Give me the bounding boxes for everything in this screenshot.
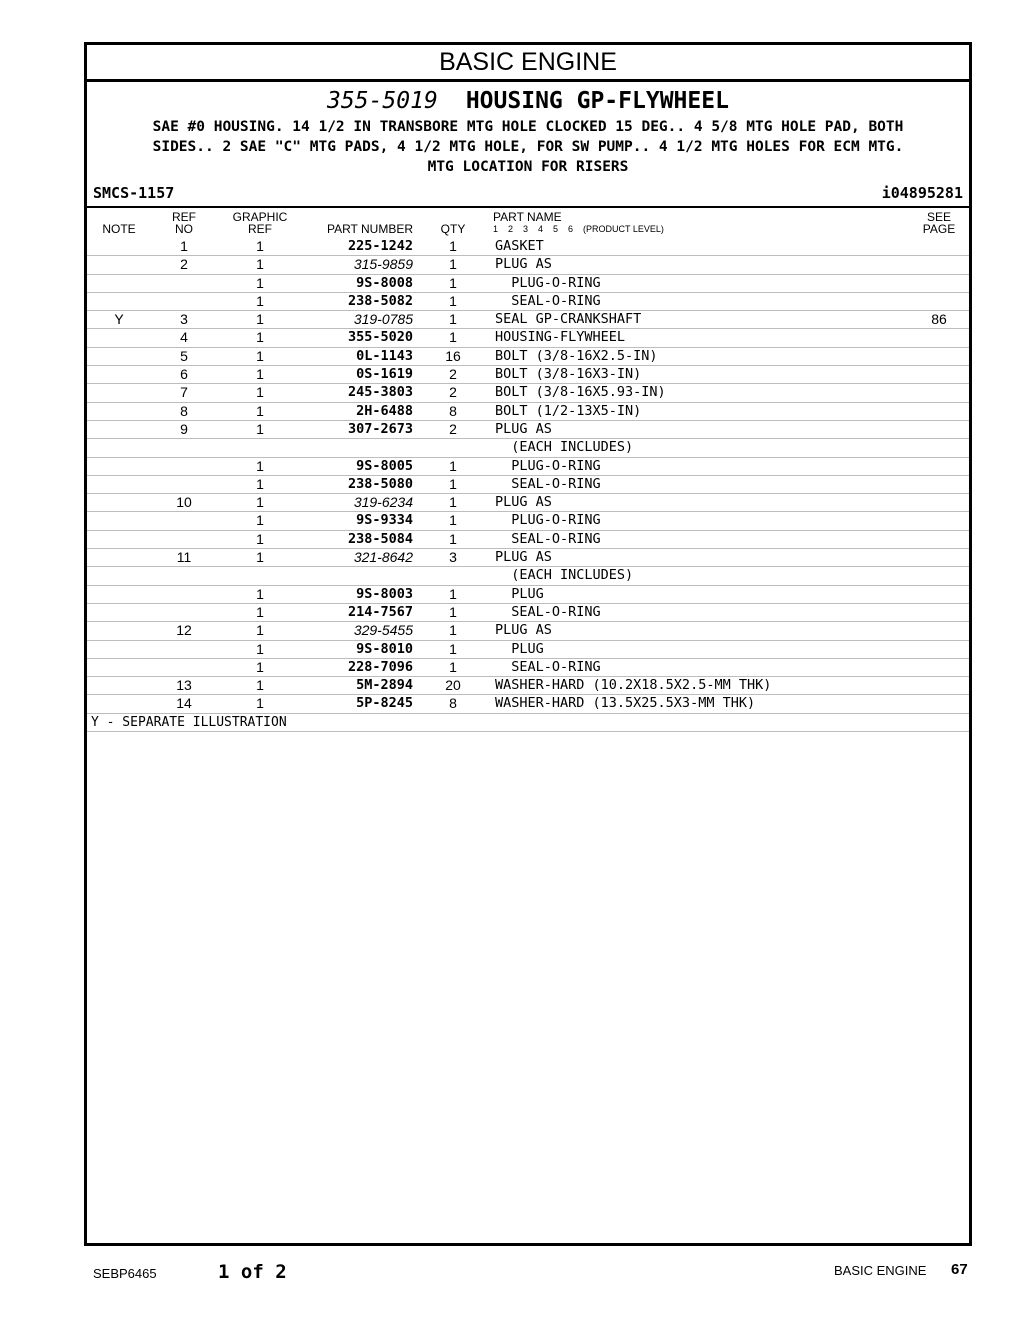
part-name-cell: PLUG — [495, 640, 544, 657]
col-header-note: NOTE — [102, 222, 136, 236]
ref-no-cell: 3 — [180, 311, 188, 328]
part-name-cell: BOLT (3/8-16X2.5-IN) — [495, 347, 658, 364]
table-row — [87, 659, 969, 677]
part-name-cell: PLUG-O-RING — [495, 274, 601, 291]
table-row — [87, 366, 969, 384]
graphic-ref-cell: 1 — [256, 402, 264, 419]
table-row — [87, 329, 969, 347]
part-name-cell: PLUG-O-RING — [495, 512, 601, 529]
graphic-ref-cell: 1 — [256, 530, 264, 547]
col-header-see-bottom: PAGE — [922, 222, 956, 236]
table-row — [87, 494, 969, 512]
qty-cell: 1 — [449, 658, 457, 675]
part-name-cell: PLUG AS — [495, 420, 552, 437]
qty-cell: 3 — [449, 549, 457, 566]
ref-no-cell: 9 — [180, 420, 188, 437]
part-name-cell: PLUG-O-RING — [495, 457, 601, 474]
table-row — [87, 458, 969, 476]
graphic-ref-cell: 1 — [256, 292, 264, 309]
graphic-ref-cell: 1 — [256, 274, 264, 291]
group-part-title: HOUSING GP-FLYWHEEL — [465, 88, 729, 114]
qty-cell: 1 — [449, 292, 457, 309]
table-row — [87, 677, 969, 695]
graphic-ref-cell: 1 — [256, 512, 264, 529]
graphic-ref-cell: 1 — [256, 384, 264, 401]
table-row — [87, 549, 969, 567]
qty-cell: 1 — [449, 311, 457, 328]
group-part-number: 355-5019 — [327, 88, 438, 114]
col-header-part-number: PART NUMBER — [326, 222, 413, 236]
graphic-ref-cell: 1 — [256, 494, 264, 511]
col-header-ref-bottom: NO — [175, 222, 193, 236]
col-header-graphic-ref — [227, 211, 293, 235]
part-number-cell: 9S-8005 — [356, 457, 413, 474]
ref-no-cell: 12 — [176, 622, 192, 639]
page-frame — [84, 42, 972, 1246]
col-header-ref-no — [165, 211, 203, 235]
table-row — [87, 586, 969, 604]
document-id: SEBP6465 — [93, 1266, 157, 1281]
qty-cell: 1 — [449, 274, 457, 291]
description-line: SAE #0 HOUSING. 14 1/2 IN TRANSBORE MTG HOLE CLOCKED 15 DEG.. 4 5/8 MTG HOLE PAD, BOTH — [152, 119, 904, 135]
section-title: BASIC ENGINE — [87, 45, 969, 82]
ref-no-cell: 10 — [176, 494, 192, 511]
qty-cell: 1 — [449, 603, 457, 620]
part-number-cell: 355-5020 — [347, 329, 413, 346]
ref-no-cell: 6 — [180, 366, 188, 383]
qty-cell: 1 — [449, 238, 457, 254]
table-row — [87, 293, 969, 311]
graphic-ref-cell: 1 — [256, 640, 264, 657]
table-row — [87, 439, 969, 457]
ref-no-cell: 11 — [176, 549, 192, 566]
graphic-ref-cell: 1 — [256, 238, 264, 254]
ref-no-cell: 7 — [180, 384, 188, 401]
ref-no-cell: 8 — [180, 402, 188, 419]
table-row — [87, 275, 969, 293]
table-row — [87, 476, 969, 494]
table-row — [87, 512, 969, 530]
part-heading — [87, 88, 969, 114]
col-header-product-levels: 1 2 3 4 5 6 (PRODUCT LEVEL) — [493, 224, 664, 234]
part-number-cell: 9S-8010 — [356, 640, 413, 657]
part-name-cell: SEAL-O-RING — [495, 292, 601, 309]
qty-cell: 1 — [449, 512, 457, 529]
ref-no-cell: 4 — [180, 329, 188, 346]
part-name-cell: PLUG AS — [495, 622, 552, 639]
part-name-cell: PLUG AS — [495, 494, 552, 511]
part-name-cell: SEAL-O-RING — [495, 530, 601, 547]
part-number-cell: 5M-2894 — [356, 677, 413, 694]
qty-cell: 1 — [449, 640, 457, 657]
col-header-part-name-label: PART NAME — [493, 210, 562, 224]
part-number-cell: 245-3803 — [347, 384, 413, 401]
col-header-graphic-bottom: REF — [248, 222, 272, 236]
part-name-cell: SEAL-O-RING — [495, 603, 601, 620]
part-name-cell: SEAL-O-RING — [495, 658, 601, 675]
part-number-cell: 238-5080 — [347, 475, 413, 492]
ref-no-cell: 1 — [180, 238, 188, 254]
part-number-cell: 225-1242 — [347, 238, 413, 254]
part-number-cell: 5P-8245 — [356, 695, 413, 712]
col-header-qty: QTY — [440, 222, 466, 236]
qty-cell: 2 — [449, 384, 457, 401]
qty-cell: 1 — [449, 475, 457, 492]
part-name-cell: GASKET — [495, 238, 544, 254]
ref-no-cell: 13 — [176, 677, 192, 694]
part-number-cell: 238-5084 — [347, 530, 413, 547]
graphic-ref-cell: 1 — [256, 475, 264, 492]
qty-cell: 1 — [449, 256, 457, 273]
see-page-cell: 86 — [931, 311, 947, 328]
table-row — [87, 348, 969, 366]
graphic-ref-cell: 1 — [256, 622, 264, 639]
graphic-ref-cell: 1 — [256, 347, 264, 364]
graphic-ref-cell: 1 — [256, 585, 264, 602]
part-name-cell: WASHER-HARD (10.2X18.5X2.5-MM THK) — [495, 677, 772, 694]
qty-cell: 1 — [449, 329, 457, 346]
note-cell: Y — [114, 311, 124, 328]
graphic-ref-cell: 1 — [256, 457, 264, 474]
footer-section: BASIC ENGINE — [834, 1263, 927, 1278]
footnote — [87, 714, 969, 732]
table-row — [87, 622, 969, 640]
part-name-cell: PLUG — [495, 585, 544, 602]
page-number: 67 — [951, 1261, 968, 1278]
graphic-ref-cell: 1 — [256, 420, 264, 437]
table-row — [87, 403, 969, 421]
footnote-text: Y - SEPARATE ILLUSTRATION — [91, 714, 287, 730]
part-number-cell: 228-7096 — [347, 658, 413, 675]
table-row — [87, 256, 969, 274]
part-number-cell: 329-5455 — [353, 622, 413, 639]
ref-no-cell: 5 — [180, 347, 188, 364]
table-row — [87, 641, 969, 659]
graphic-ref-cell: 1 — [256, 329, 264, 346]
description-line: MTG LOCATION FOR RISERS — [427, 159, 629, 175]
qty-cell: 16 — [445, 347, 461, 364]
part-name-cell: SEAL GP-CRANKSHAFT — [495, 311, 642, 328]
part-name-cell: SEAL-O-RING — [495, 475, 601, 492]
qty-cell: 20 — [445, 677, 461, 694]
qty-cell: 1 — [449, 585, 457, 602]
part-number-cell: 321-8642 — [353, 549, 413, 566]
table-row — [87, 238, 969, 256]
qty-cell: 8 — [449, 402, 457, 419]
description-line: SIDES.. 2 SAE "C" MTG PADS, 4 1/2 MTG HOLE, FOR SW PUMP.. 4 1/2 MTG HOLES FOR ECM MTG. — [152, 139, 904, 155]
part-name-cell: PLUG AS — [495, 549, 552, 566]
table-row — [87, 604, 969, 622]
smcs-code: SMCS-1157 — [93, 184, 175, 202]
graphic-ref-cell: 1 — [256, 695, 264, 712]
part-number-cell: 9S-9334 — [356, 512, 413, 529]
part-number-cell: 319-0785 — [353, 311, 413, 328]
qty-cell: 1 — [449, 457, 457, 474]
col-header-graphic-top: GRAPHIC — [232, 210, 288, 224]
col-header-see-top: SEE — [926, 210, 951, 224]
part-number-cell: 0S-1619 — [356, 366, 413, 383]
part-description — [107, 117, 949, 177]
page-counter: 1 of 2 — [218, 1261, 287, 1283]
part-name-cell: PLUG AS — [495, 256, 552, 273]
graphic-ref-cell: 1 — [256, 677, 264, 694]
col-header-part-name — [493, 211, 664, 235]
ref-no-cell: 14 — [176, 695, 192, 712]
part-name-cell: WASHER-HARD (13.5X25.5X3-MM THK) — [495, 695, 756, 712]
qty-cell: 1 — [449, 530, 457, 547]
graphic-ref-cell: 1 — [256, 311, 264, 328]
part-name-cell: (EACH INCLUDES) — [495, 439, 634, 456]
table-row — [87, 384, 969, 402]
part-number-cell: 214-7567 — [347, 603, 413, 620]
qty-cell: 8 — [449, 695, 457, 712]
table-row — [87, 567, 969, 585]
table-row — [87, 531, 969, 549]
table-row — [87, 421, 969, 439]
illustration-id: i04895281 — [881, 184, 963, 202]
part-name-cell: (EACH INCLUDES) — [495, 567, 634, 584]
part-number-cell: 9S-8003 — [356, 585, 413, 602]
qty-cell: 1 — [449, 622, 457, 639]
table-row — [87, 311, 969, 329]
graphic-ref-cell: 1 — [256, 603, 264, 620]
part-number-cell: 319-6234 — [353, 494, 413, 511]
part-name-cell: BOLT (3/8-16X3-IN) — [495, 366, 642, 383]
header-divider — [87, 206, 969, 208]
part-name-cell: BOLT (3/8-16X5.93-IN) — [495, 384, 666, 401]
qty-cell: 2 — [449, 366, 457, 383]
part-name-cell: HOUSING-FLYWHEEL — [495, 329, 626, 346]
col-header-ref-top: REF — [172, 210, 196, 224]
graphic-ref-cell: 1 — [256, 366, 264, 383]
ref-no-cell: 2 — [180, 256, 188, 273]
col-header-see-page — [919, 211, 959, 235]
qty-cell: 2 — [449, 420, 457, 437]
part-number-cell: 307-2673 — [347, 420, 413, 437]
graphic-ref-cell: 1 — [256, 658, 264, 675]
qty-cell: 1 — [449, 494, 457, 511]
part-name-cell: BOLT (1/2-13X5-IN) — [495, 402, 642, 419]
part-number-cell: 2H-6488 — [356, 402, 413, 419]
part-number-cell: 9S-8008 — [356, 274, 413, 291]
graphic-ref-cell: 1 — [256, 256, 264, 273]
part-number-cell: 0L-1143 — [356, 347, 413, 364]
part-number-cell: 315-9859 — [353, 256, 413, 273]
table-row — [87, 695, 969, 713]
graphic-ref-cell: 1 — [256, 549, 264, 566]
part-number-cell: 238-5082 — [347, 292, 413, 309]
parts-table — [87, 238, 969, 732]
